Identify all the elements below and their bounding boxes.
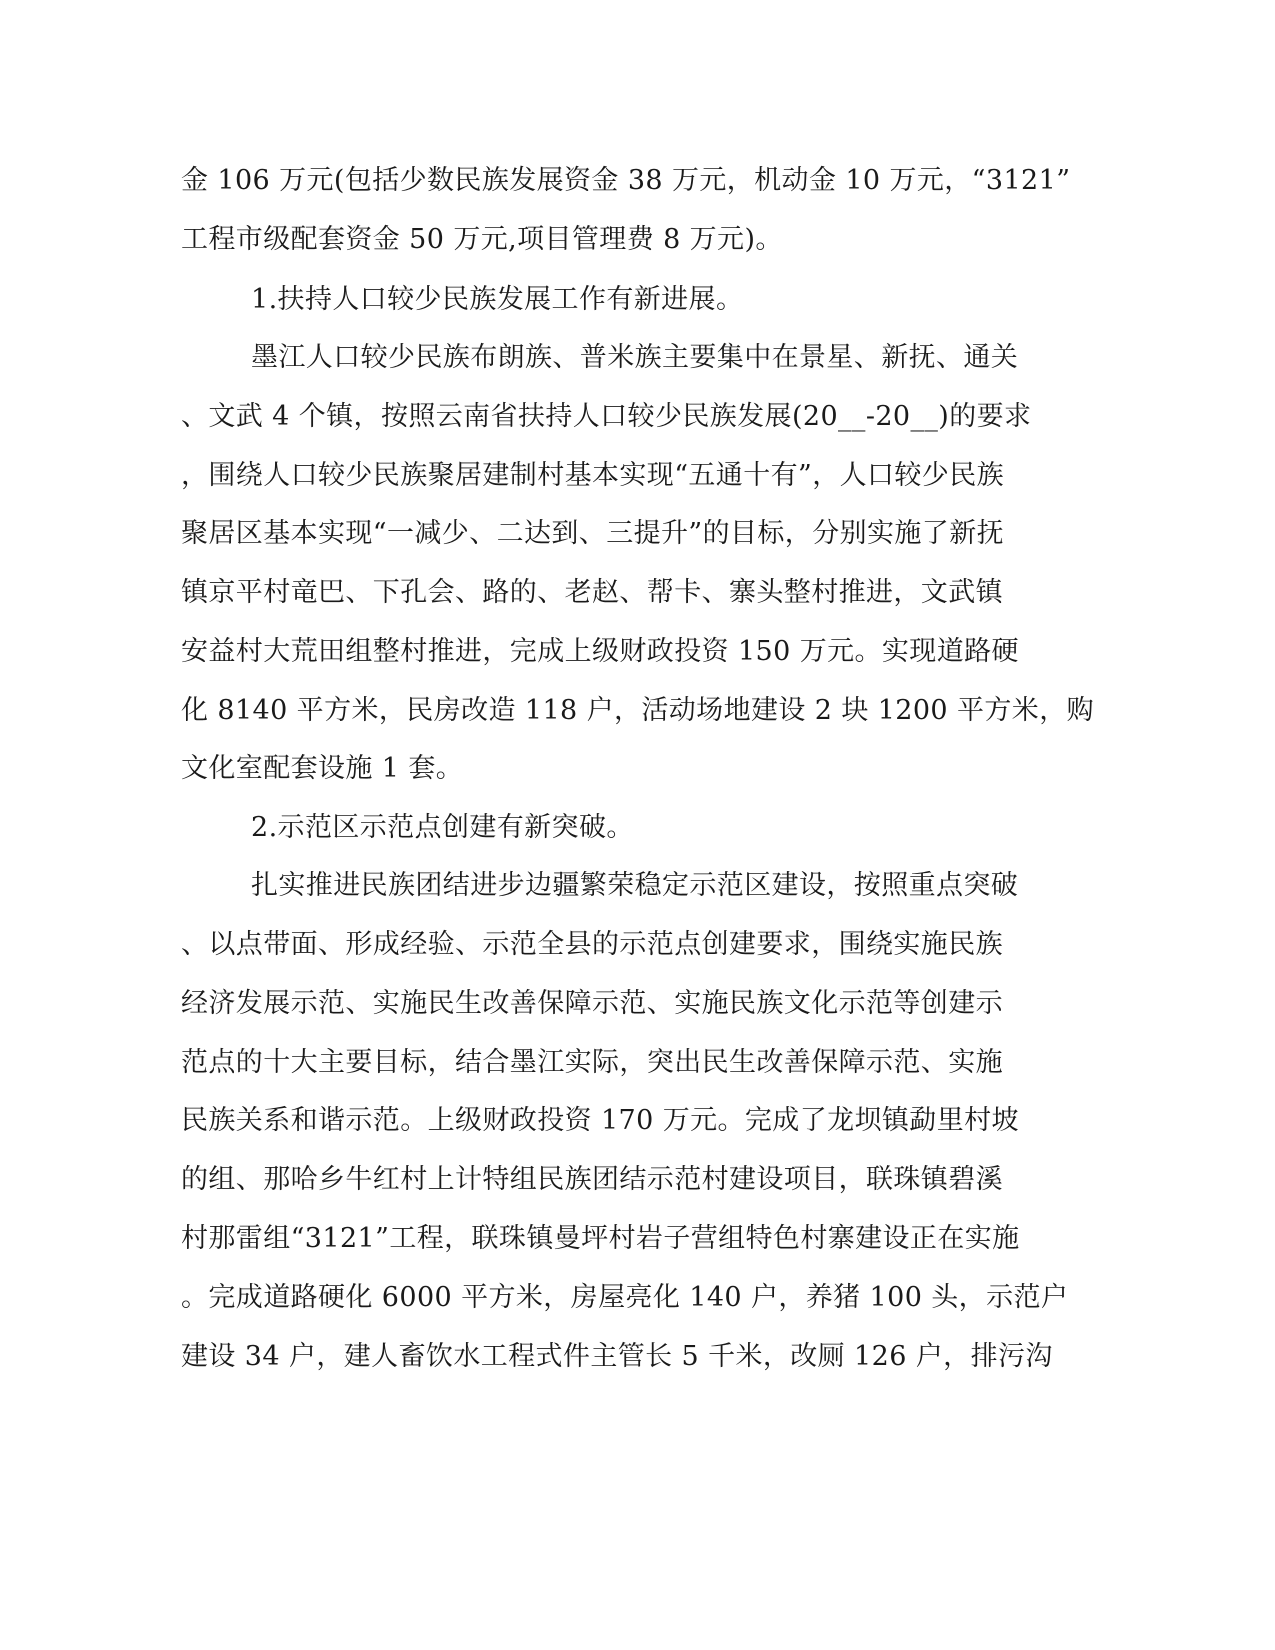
text-line: 工程市级配套资金 50 万元,项目管理费 8 万元)。 (181, 224, 783, 255)
text-line: 聚居区基本实现“一减少、二达到、三提升”的目标，分别实施了新抚 (181, 518, 1005, 549)
text-line: 化 8140 平方米，民房改造 118 户，活动场地建设 2 块 1200 平方米，购 (181, 695, 1094, 726)
text-line: 、文武 4 个镇，按照云南省扶持人口较少民族发展(20__-20__)的要求 (181, 401, 1032, 432)
text-line: 建设 34 户，建人畜饮水工程式件主管长 5 千米，改厕 126 户，排污沟 (181, 1341, 1053, 1372)
text-line: 的组、那哈乡牛红村上计特组民族团结示范村建设项目，联珠镇碧溪 (181, 1164, 1003, 1195)
text-line: 村那雷组“3121”工程，联珠镇曼坪村岩子营组特色村寨建设正在实施 (181, 1223, 1020, 1254)
text-line: 镇京平村竜巴、下孔会、路的、老赵、帮卡、寨头整村推进，文武镇 (181, 577, 1003, 608)
text-line: 文化室配套设施 1 套。 (181, 753, 464, 784)
text-line: 安益村大荒田组整村推进，完成上级财政投资 150 万元。实现道路硬 (181, 636, 1019, 667)
text-line: 民族关系和谐示范。上级财政投资 170 万元。完成了龙坝镇勐里村坡 (181, 1105, 1019, 1136)
text-line: 扎实推进民族团结进步边疆繁荣稳定示范区建设，按照重点突破 (251, 870, 1019, 901)
text-line: 范点的十大主要目标，结合墨江实际，突出民生改善保障示范、实施 (181, 1047, 1003, 1078)
text-line: 经济发展示范、实施民生改善保障示范、实施民族文化示范等创建示 (181, 988, 1003, 1019)
text-line: 墨江人口较少民族布朗族、普米族主要集中在景星、新抚、通关 (251, 342, 1019, 373)
text-line: 、以点带面、形成经验、示范全县的示范点创建要求，围绕实施民族 (181, 929, 1003, 960)
text-line: 。完成道路硬化 6000 平方米，房屋亮化 140 户，养猪 100 头，示范户 (181, 1282, 1069, 1313)
text-line: 金 106 万元(包括少数民族发展资金 38 万元，机动金 10 万元，“3121” (181, 165, 1071, 196)
text-line: ，围绕人口较少民族聚居建制村基本实现“五通十有”，人口较少民族 (181, 460, 1005, 491)
section-heading: 2.示范区示范点创建有新突破。 (251, 812, 634, 843)
section-heading: 1.扶持人口较少民族发展工作有新进展。 (251, 284, 744, 315)
